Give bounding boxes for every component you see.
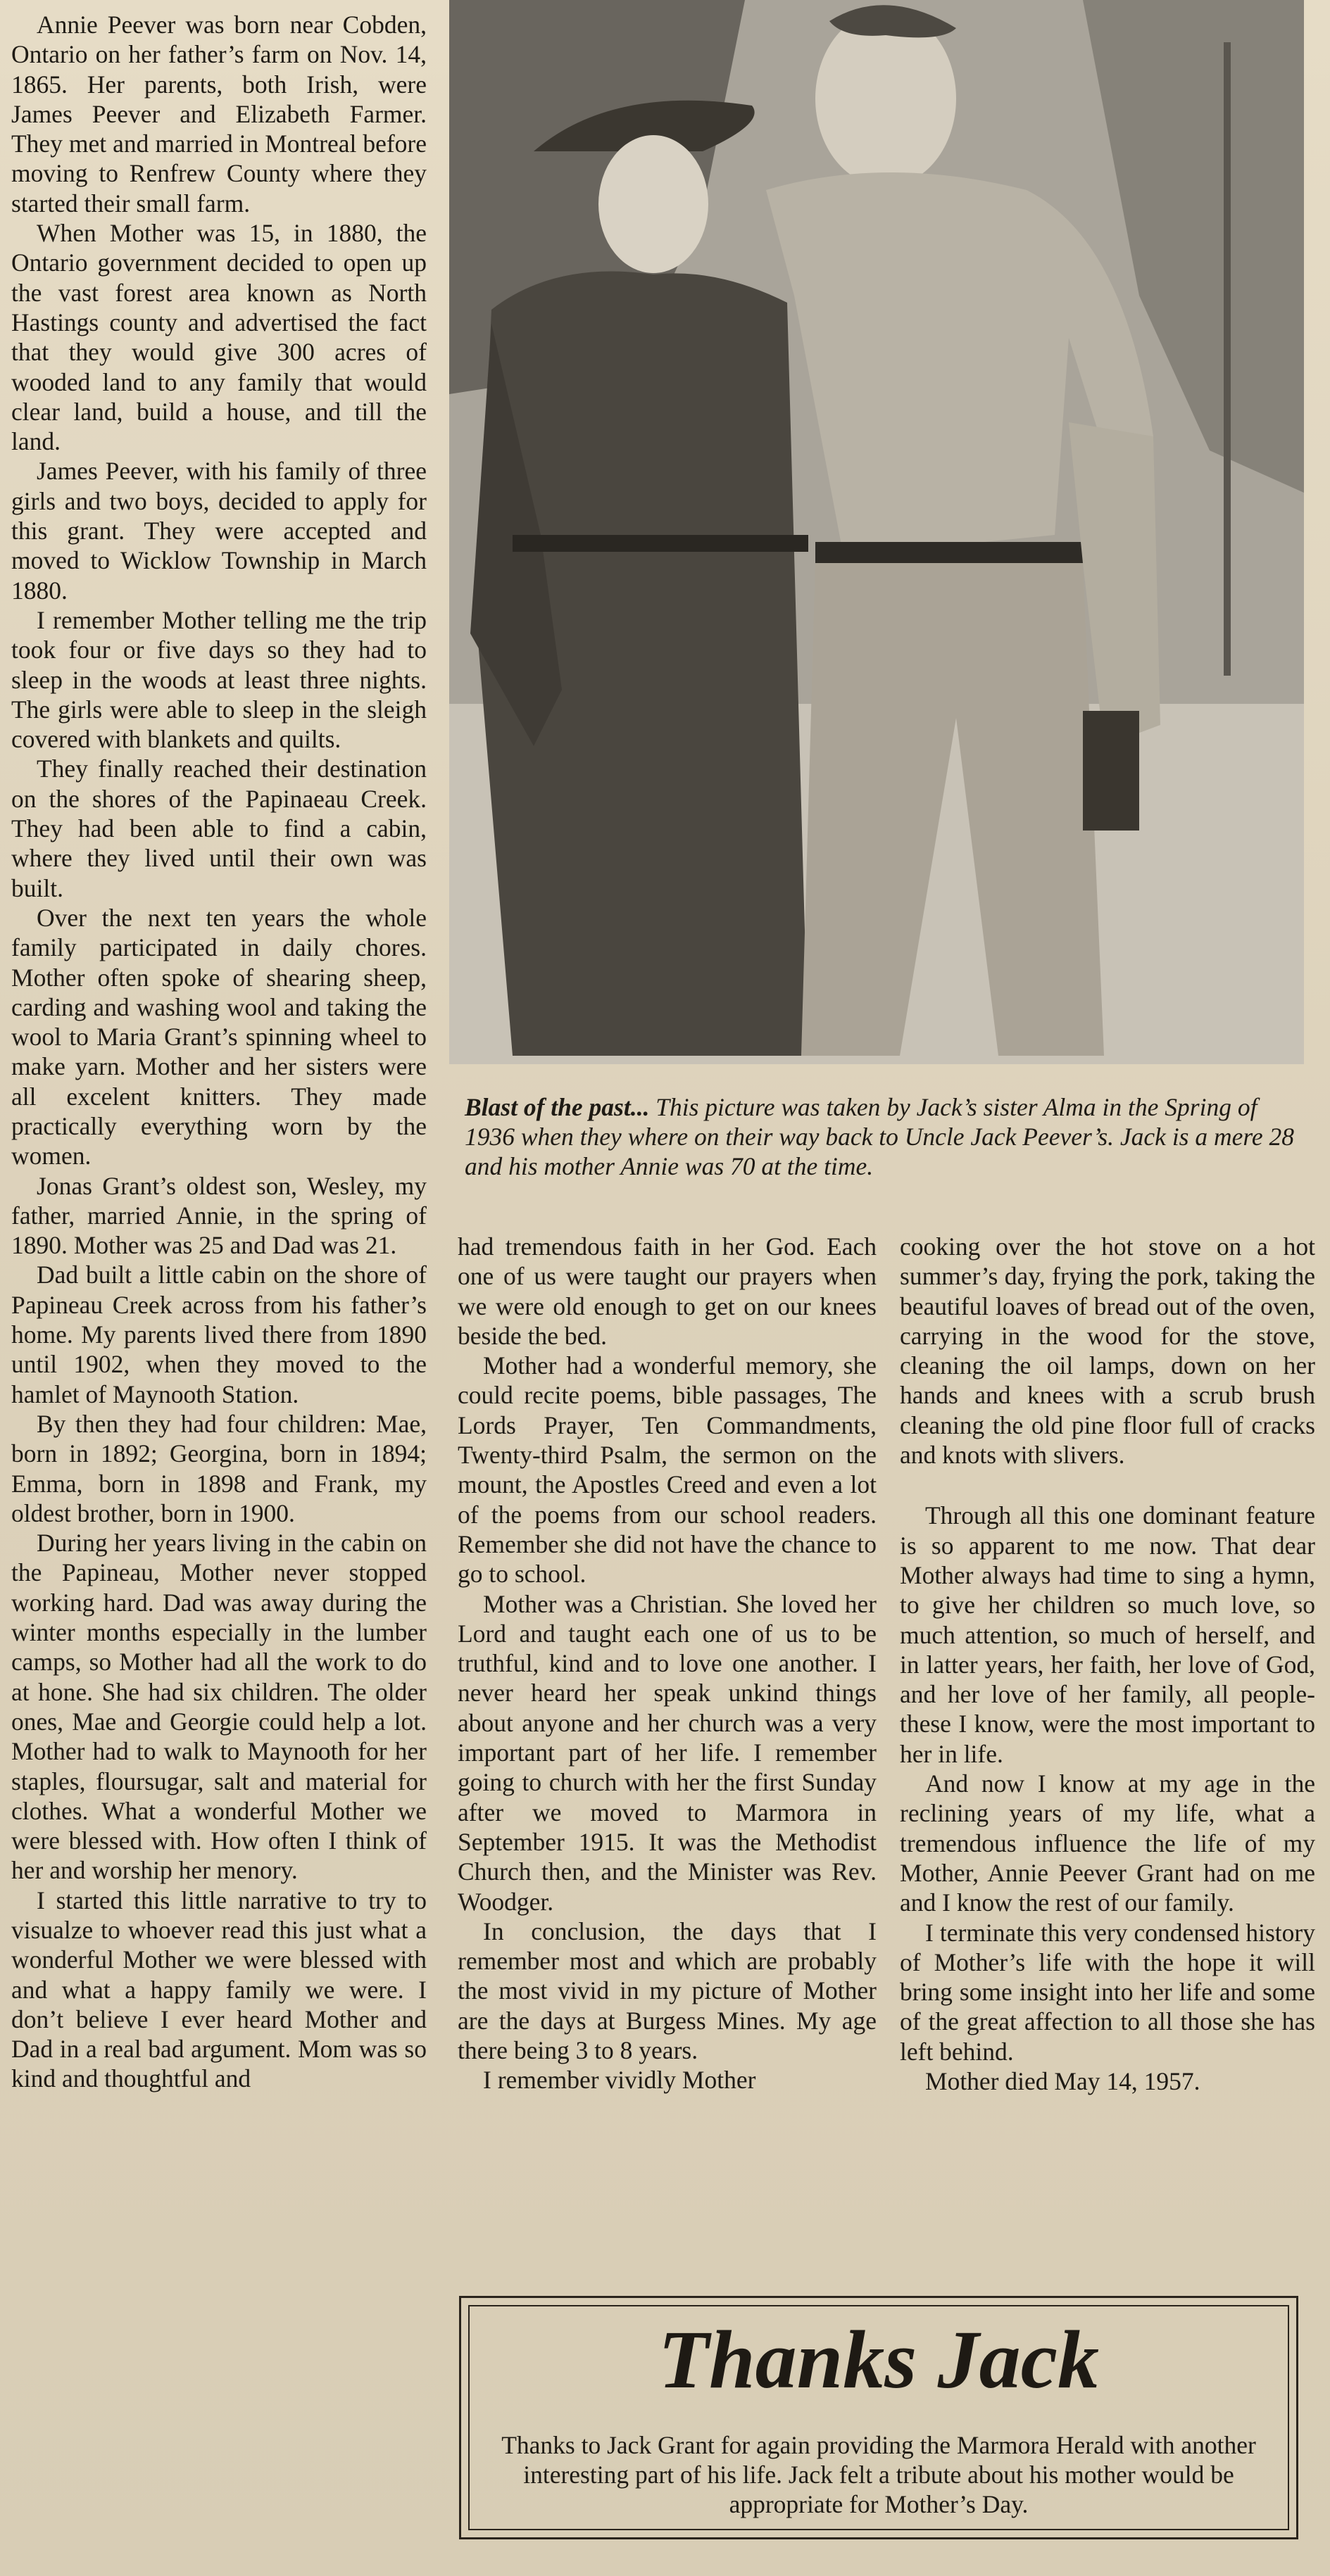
thanks-text: Thanks to Jack Grant for again providing the Marmora Herald with another interesting part of his life. Jack felt a tribute about his mother would be appropriate for Mother’s Day. <box>501 2431 1256 2518</box>
caption-text: This picture was taken by Jack’s sister Alma in the Spring of 1936 when they where on their way back to Uncle Jack Peever’s. Jack is a mere 28 and his mother Annie was 70 at the time. <box>465 1093 1295 1180</box>
thanks-title: Thanks Jack <box>658 2313 1100 2406</box>
paragraph: had tremendous faith in her God. Each one of us were taught our prayers when we were old enough to get on our knees beside the bed. <box>458 1232 877 1350</box>
thanks-box <box>459 2296 1298 2539</box>
paragraph: By then they had four children: Mae, born in 1892; Georgina, born in 1894; Emma, born in 1898 and Frank, my oldest brother, born in 1900. <box>11 1409 427 1527</box>
paragraph: I remember Mother telling me the trip took four or five days so they had to sleep in the woods at least three nights. The girls were able to sleep in the sleigh covered with blankets and quilts. <box>11 605 427 754</box>
paragraph: In conclusion, the days that I remember most and which are probably the most vivid in my picture of Mother are the days at Burgess Mines. My age there being 3 to 8 years. <box>458 1917 877 2065</box>
paragraph: Mother was a Christian. She loved her Lord and taught each one of us to be truthful, kind and to love one another. I never heard her speak unkind things about anyone and her church was a very important part of her life. I remember going to church with her the first Sunday after we moved to Marmora in September 1915. It was the Methodist Church then, and the Minister was Rev. Woodger. <box>458 1589 877 1916</box>
caption-lead: Blast of the past... <box>465 1093 650 1121</box>
paragraph: When Mother was 15, in 1880, the Ontario government decided to open up the vast forest area known as North Hastings county and advertised the fact that they would give 300 acres of wooded land to any family that would clear land, build a house, and till the land. <box>11 219 427 456</box>
article-column-2 <box>458 1232 877 2095</box>
paragraph: Mother had a wonderful memory, she could recite poems, bible passages, The Lords Prayer, Ten Commandments, Twenty-third Psalm, the sermon on the mount, the Apostles Creed and even a lot of the poems from our school readers. Remember she did not have the chance to go to school. <box>458 1351 877 1589</box>
paragraph-gap <box>900 1470 1315 1501</box>
article-column-3 <box>900 1232 1315 2096</box>
paragraph: I remember vividly Mother <box>483 2066 756 2095</box>
photo-caption <box>465 1092 1306 1181</box>
photograph <box>449 0 1304 1064</box>
paragraph: I started this little narrative to try to visualze to whoever read this just what a wonderful Mother we were blessed with and what a happy family we were. I don’t believe I ever heard Mother and Dad in a real bad argument. Mom was so kind and thoughtful and <box>11 1886 427 2093</box>
paragraph: Over the next ten years the whole family participated in daily chores. Mother often spoke of shearing sheep, carding and washing wool and taking the wool to Maria Grant’s spinning wheel to make yarn. Mother and her sisters were all excelent knitters. They made practically everything worn by the women. <box>11 903 427 1170</box>
paragraph: cooking over the hot stove on a hot summer’s day, frying the pork, taking the beautiful loaves of bread out of the oven, carrying in the wood for the stove, cleaning the oil lamps, down on her hands and knees with a scrub brush cleaning the old pine floor full of cracks and knots with slivers. <box>900 1232 1315 1470</box>
paragraph: Jonas Grant’s oldest son, Wesley, my father, married Annie, in the spring of 1890. Mother was 25 and Dad was 21. <box>11 1171 427 1260</box>
paragraph: Dad built a little cabin on the shore of Papineau Creek across from his father’s home. My parents lived there from 1890 until 1902, when they moved to the hamlet of Maynooth Station. <box>11 1261 427 1408</box>
paragraph: And now I know at my age in the reclining years of my life, what a tremendous influence the life of my Mother, Annie Peever Grant had on me and I know the rest of our family. <box>900 1769 1315 1917</box>
paragraph: During her years living in the cabin on the Papineau, Mother never stopped working hard. Dad was away during the winter months especially in the lumber camps, so Mother had all the work to do at hone. She had six children. The older ones, Mae and Georgie could help a lot. Mother had to walk to Maynooth for her staples, floursugar, salt and material for clothes. What a wonderful Mother we were blessed with. How often I think of her and worship her menory. <box>11 1529 427 1885</box>
paragraph: They finally reached their destination on the shores of the Papinaeau Creek. They had been able to find a cabin, where they lived until their own was built. <box>11 755 427 902</box>
paragraph: I terminate this very condensed history of Mother’s life with the hope it will bring some insight into her life and some of the great affection to all those she has left behind. <box>900 1918 1315 2066</box>
article-column-1 <box>11 10 427 2094</box>
paragraph: Annie Peever was born near Cobden, Ontario on her father’s farm on Nov. 14, 1865. Her parents, both Irish, were James Peever and Elizabeth Farmer. They met and married in Montreal before moving to Renfrew County where they started their small farm. <box>11 11 427 217</box>
paragraph: Through all this one dominant feature is so apparent to me now. That dear Mother always had time to sing a hymn, to give her children so much love, so much attention, so much of herself, and in latter years, her faith, her love of God, and her love of her family, all people-these I know, were the most important to her in life. <box>900 1501 1315 1768</box>
paragraph: James Peever, with his family of three girls and two boys, decided to apply for this grant. They were accepted and moved to Wicklow Township in March 1880. <box>11 457 427 605</box>
paragraph: Mother died May 14, 1957. <box>925 2067 1200 2096</box>
